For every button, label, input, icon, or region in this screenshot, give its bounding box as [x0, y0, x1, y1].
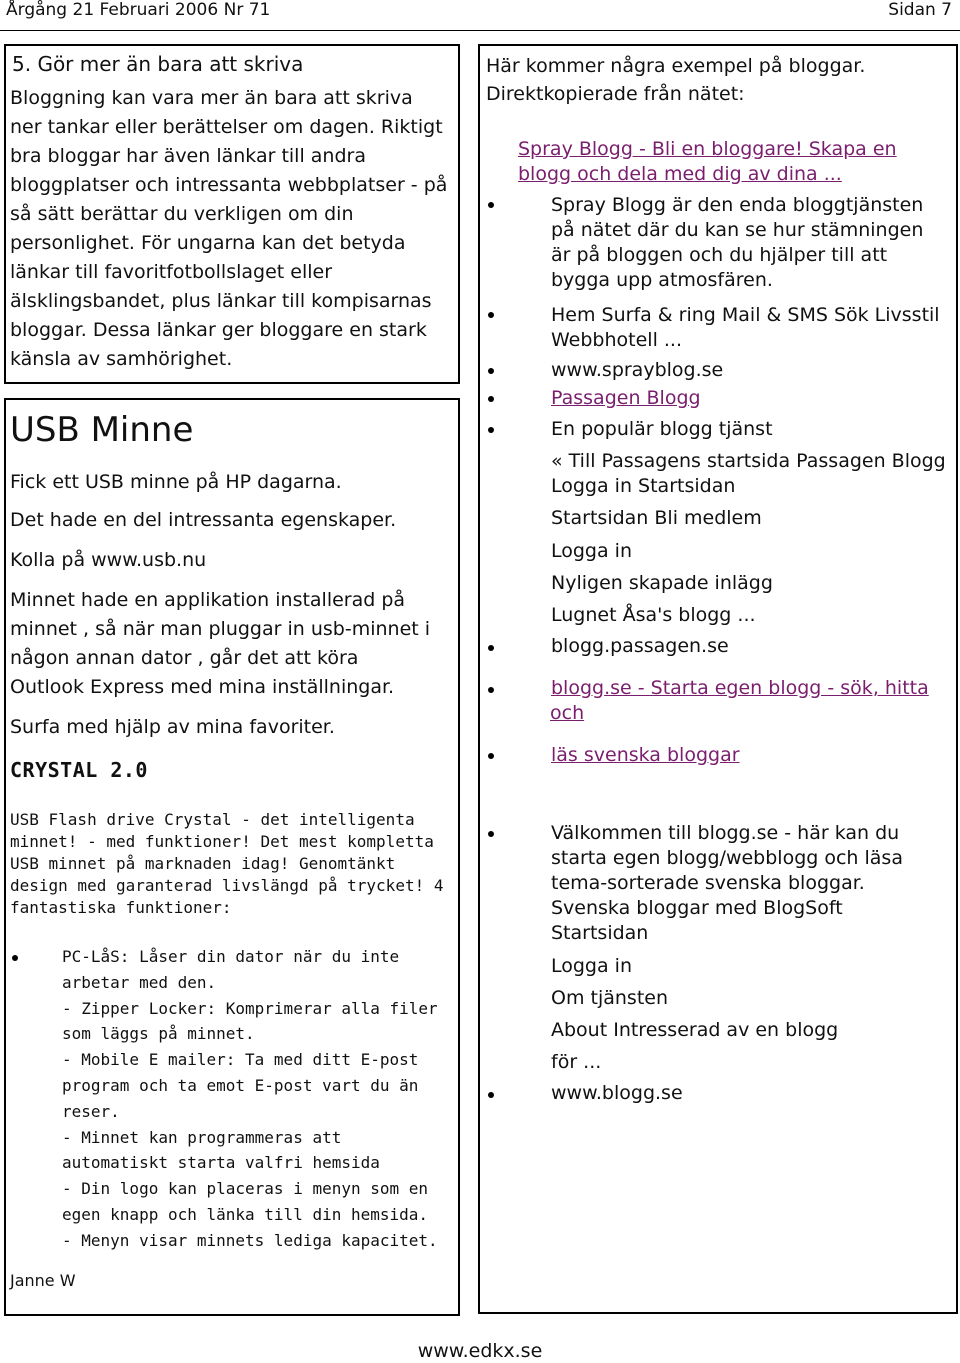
- crystal-intro-line: minnet! - med funktioner! Det mest kompletta: [10, 832, 434, 851]
- valkommen-text: Svenska bloggar med BlogSoft: [551, 897, 843, 919]
- spray-blogg-link[interactable]: blogg och dela med dig av dina ...: [518, 163, 842, 185]
- usb-line: Det hade en del intressanta egenskaper.: [10, 509, 397, 531]
- valkommen-text: starta egen blogg/webblogg och läsa: [551, 847, 903, 869]
- signature: Janne W: [10, 1271, 76, 1290]
- usb-line: Kolla på www.usb.nu: [10, 549, 207, 571]
- usb-line: Surfa med hjälp av mina favoriter.: [10, 716, 335, 738]
- popular-text: En populär blogg tjänst: [551, 418, 773, 440]
- feature-line: - Menyn visar minnets lediga kapacitet.: [62, 1230, 438, 1250]
- crystal-intro: [10, 809, 443, 919]
- feature-line: - Din logo kan placeras i menyn som en: [62, 1179, 429, 1199]
- section5-paragraph: [10, 84, 455, 374]
- valkommen-text: Om tjänsten: [551, 987, 668, 1009]
- hem-text: Hem Surfa & ring Mail & SMS Sök Livsstil: [551, 304, 940, 326]
- passagen-text: Logga in: [551, 540, 633, 562]
- passagen-text: « Till Passagens startsida Passagen Blogg: [551, 450, 946, 472]
- bullet-icon: [488, 645, 494, 651]
- section5-line: Bloggning kan vara mer än bara att skriva: [10, 87, 413, 109]
- bloggse-url: www.blogg.se: [551, 1082, 683, 1104]
- usb-line: minnet , så när man pluggar in usb-minnet i: [10, 618, 431, 640]
- feature-line: program och ta emot E-post vart du än: [62, 1075, 419, 1095]
- section5-line: känsla av samhörighet.: [10, 348, 233, 370]
- bloggse-link[interactable]: blogg.se - Starta egen blogg - sök, hitta: [551, 677, 929, 699]
- las-svenska-bloggar-link[interactable]: läs svenska bloggar: [551, 744, 740, 766]
- passagen-url: blogg.passagen.se: [551, 635, 729, 657]
- crystal-intro-line: fantastiska funktioner:: [10, 898, 232, 917]
- usb-line: Fick ett USB minne på HP dagarna.: [10, 471, 342, 493]
- section5-line: bloggplatser och intressanta webbplatser - på: [10, 174, 448, 196]
- feature-line: som läggs på minnet.: [62, 1024, 255, 1044]
- bullet-icon: [488, 753, 494, 759]
- section5-line: bra bloggar har även länkar till andra: [10, 145, 366, 167]
- section5-title: 5. Gör mer än bara att skriva: [12, 52, 304, 76]
- bullet-icon: [488, 368, 494, 374]
- feature-line: automatiskt starta valfri hemsida: [62, 1153, 380, 1173]
- feature-line: arbetar med den.: [62, 972, 217, 992]
- valkommen-text: tema-sorterade svenska bloggar.: [551, 872, 865, 894]
- bullet-icon: [488, 202, 494, 208]
- passagen-text: Lugnet Åsa's blogg ...: [551, 604, 756, 626]
- spray-text: på nätet där du kan se hur stämningen: [551, 219, 924, 241]
- bullet-icon: [488, 427, 494, 433]
- feature-line: PC-LåS: Låser din dator när du inte: [62, 947, 400, 966]
- bullet-icon: [488, 396, 494, 402]
- blogs-intro: Direktkopierade från nätet:: [486, 83, 745, 105]
- crystal-intro-line: design med garanterad livslängd på trycket! 4: [10, 876, 444, 895]
- feature-line: - Minnet kan programmeras att: [62, 1127, 342, 1147]
- bloggse-link[interactable]: [518, 701, 584, 726]
- section5-line: så sätt berättar du verkligen om din: [10, 203, 354, 225]
- bullet-icon: [488, 1092, 494, 1098]
- passagen-text: Nyligen skapade inlägg: [551, 572, 773, 594]
- valkommen-text: About Intresserad av en blogg: [551, 1019, 839, 1041]
- valkommen-text: Logga in: [551, 955, 633, 977]
- usb-line: Outlook Express med mina inställningar.: [10, 676, 395, 698]
- valkommen-text: Välkommen till blogg.se - här kan du: [551, 822, 900, 844]
- passagen-text: Startsidan Bli medlem: [551, 507, 762, 529]
- crystal-heading: CRYSTAL 2.0: [10, 758, 148, 782]
- sprayblog-url: www.sprayblog.se: [551, 359, 724, 381]
- spray-text: Spray Blogg är den enda bloggtjänsten: [551, 194, 924, 216]
- usb-title: USB Minne: [10, 410, 194, 450]
- passagen-text: Logga in Startsidan: [551, 475, 736, 497]
- header-rule: [0, 30, 960, 31]
- bullet-icon: [488, 687, 494, 693]
- spray-text: bygga upp atmosfären.: [551, 269, 773, 291]
- bullet-icon: [488, 831, 494, 837]
- bullet-icon: [488, 312, 494, 318]
- section5-line: ner tankar eller berättelser om dagen. Riktigt: [10, 116, 443, 138]
- section5-line: bloggar. Dessa länkar ger bloggare en stark: [10, 319, 427, 341]
- bloggse-link-cont[interactable]: och: [550, 702, 585, 724]
- feature-line: egen knapp och länka till din hemsida.: [62, 1204, 429, 1224]
- spray-text: är på bloggen och du hjälper till att: [551, 244, 888, 266]
- crystal-features: [62, 944, 438, 1254]
- feature-line: - Mobile E mailer: Ta med ditt E-post: [62, 1050, 419, 1070]
- section5-line: personlighet. För ungarna kan det betyda: [10, 232, 406, 254]
- crystal-intro-line: USB Flash drive Crystal - det intelligenta: [10, 810, 415, 829]
- usb-line: Minnet hade en applikation installerad på: [10, 589, 406, 611]
- section5-line: länkar till favoritfotbollslaget eller: [10, 261, 333, 283]
- feature-line: reser.: [62, 1101, 120, 1121]
- blogs-intro: Här kommer några exempel på bloggar.: [486, 55, 866, 77]
- feature-line: - Zipper Locker: Komprimerar alla filer: [62, 998, 438, 1018]
- footer-url: www.edkx.se: [417, 1340, 543, 1362]
- valkommen-text: för ...: [551, 1051, 602, 1073]
- spray-blogg-link[interactable]: Spray Blogg - Bli en bloggare! Skapa en: [518, 138, 897, 160]
- header-issue: Årgång 21 Februari 2006 Nr 71: [6, 0, 271, 20]
- usb-line: någon annan dator , går det att köra: [10, 647, 359, 669]
- valkommen-text: Startsidan: [551, 922, 649, 944]
- header-page-number: Sidan 7: [888, 0, 952, 20]
- passagen-blogg-link[interactable]: Passagen Blogg: [551, 387, 701, 409]
- bullet-icon: [12, 955, 18, 961]
- crystal-intro-line: USB minnet på marknaden idag! Genomtänkt: [10, 854, 396, 873]
- section5-line: älsklingsbandet, plus länkar till kompisarnas: [10, 290, 432, 312]
- hem-text: Webbhotell ...: [551, 329, 683, 351]
